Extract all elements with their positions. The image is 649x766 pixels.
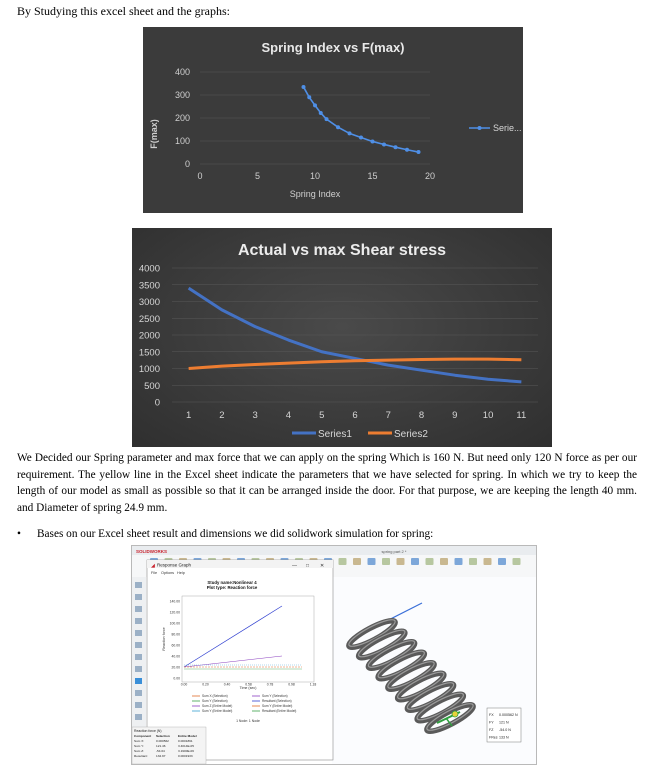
legend-label: Serie...: [493, 123, 522, 133]
sim-x-tick: 0.40: [223, 682, 231, 687]
x-tick-label: 8: [418, 410, 425, 421]
reaction-panel-title: Reaction force (N): [134, 729, 162, 733]
value-box-label: FY: [489, 720, 494, 725]
legend-label-series2: Series2: [394, 429, 428, 440]
sim-y-tick: 120.00: [169, 610, 180, 615]
reaction-cell: -54.04: [156, 749, 165, 753]
x-tick-label: 9: [452, 410, 458, 421]
x-tick-label: 1: [185, 410, 192, 421]
x-tick-label: 10: [309, 171, 321, 181]
shear-stress-chart-svg: [132, 228, 552, 447]
solidworks-window: [132, 546, 536, 764]
toolbar-icon[interactable]: [411, 558, 419, 565]
y-tick-label: 500: [144, 380, 160, 392]
toolbar-icon[interactable]: [455, 558, 463, 565]
menu-file[interactable]: File: [151, 571, 158, 575]
x-tick-label: 7: [385, 410, 391, 421]
reaction-force-panel: [132, 727, 206, 764]
panel-icon[interactable]: [135, 714, 142, 720]
data-point: [405, 148, 409, 152]
series-line-2: [189, 359, 522, 368]
reaction-header: Entire Model: [178, 734, 197, 738]
y-tick-label: 100: [174, 136, 190, 146]
node-label: 1 Node: 1 Node: [236, 719, 260, 723]
data-point: [302, 85, 306, 89]
value-box-value: 133 N: [499, 735, 509, 740]
x-tick-label: 3: [252, 410, 258, 421]
x-tick-label: 6: [352, 410, 358, 421]
y-axis-label: F(max): [149, 119, 159, 149]
sim-y-tick: 20.00: [171, 665, 180, 670]
window-title: spring part 2 *: [381, 549, 407, 554]
toolbar-icon[interactable]: [368, 558, 376, 565]
value-box-label: FZ: [489, 728, 494, 732]
panel-icon[interactable]: [135, 690, 142, 696]
reaction-cell: 0.0001933: [178, 754, 193, 758]
shear-stress-chart: [132, 228, 552, 447]
data-point: [394, 145, 398, 149]
toolbar-icon[interactable]: [513, 558, 521, 565]
reaction-cell: 3.4014E-05: [178, 744, 194, 748]
x-tick-label: 10: [482, 410, 494, 421]
sim-y-tick: 140.00: [169, 599, 180, 604]
sim-y-tick: 0.00: [173, 676, 180, 681]
toolbar-icon[interactable]: [382, 558, 390, 565]
sim-y-tick: 80.00: [171, 632, 180, 637]
study-name: Study name:Nonlinear 4: [207, 580, 257, 585]
legend: [292, 429, 428, 440]
data-point: [319, 111, 323, 115]
reaction-cell: Sum X:: [134, 739, 145, 743]
minimize-button[interactable]: —: [292, 563, 297, 569]
sim-x-tick: 0.20: [202, 682, 209, 687]
toolbar-icon[interactable]: [397, 558, 405, 565]
data-point: [382, 142, 386, 146]
legend-label-series1: Series1: [318, 429, 352, 440]
value-box-value: 121 N: [499, 720, 509, 725]
window-title-bar: [132, 546, 536, 555]
body-paragraph: We Decided our Spring parameter and max force that we can apply on the spring Which is 160 N. But need only 120 N force as per our requirement. The yellow line in the Excel sheet indicate the parameters that we have selected for spring. In which we try to keep the length of our model as small as possible so that it can be arranged inside the door. For that purpose, we are keeping the length 40 mm. and Diameter of spring 24.9 mm.: [17, 452, 637, 514]
sim-legend-label: Sum Y (Entire Model): [262, 704, 293, 709]
y-tick-label: 2000: [138, 330, 160, 342]
sim-x-tick: 0.98: [288, 682, 295, 687]
toolbar-icon[interactable]: [498, 558, 506, 565]
bullet-symbol: •: [17, 528, 21, 540]
sim-legend-label: Sum Z (Entire Model): [202, 704, 233, 709]
x-tick-label: 4: [285, 410, 292, 421]
sim-legend-label: Sum Y (Selection): [202, 699, 228, 704]
reaction-header: Selection: [156, 734, 170, 738]
y-tick-label: 400: [174, 67, 190, 77]
data-point: [417, 150, 421, 154]
dialog-title: Response Graph: [157, 562, 192, 568]
data-point: [325, 117, 329, 121]
reaction-cell: Resultant:: [134, 754, 148, 758]
y-tick-label: 0: [154, 397, 160, 409]
y-tick-label: 0: [184, 159, 190, 169]
value-box-label: FX: [489, 713, 494, 717]
toolbar-icon[interactable]: [440, 558, 448, 565]
bullet-text: Bases on our Excel sheet result and dimensions we did solidwork simulation for spring:: [37, 528, 434, 540]
panel-icon[interactable]: [135, 606, 142, 612]
sim-y-axis-label: Reaction force: [162, 627, 166, 651]
menu-options[interactable]: Options: [161, 571, 175, 575]
panel-icon[interactable]: [135, 630, 142, 636]
data-point: [348, 131, 352, 135]
spring-index-chart: [143, 27, 523, 213]
graph-icon: ◢: [151, 563, 155, 569]
data-point: [313, 103, 317, 107]
reaction-cell: 121.46: [156, 744, 166, 748]
y-tick-label: 1500: [138, 347, 160, 359]
y-tick-label: 1000: [138, 364, 160, 375]
toolbar-icon[interactable]: [426, 558, 434, 565]
sim-x-axis-label: Time (sec): [239, 686, 257, 690]
sim-legend-label: Sum Y (Entire Model): [202, 709, 233, 714]
sim-legend-label: Sum Y (Selection): [262, 694, 288, 699]
y-tick-label: 3500: [138, 280, 160, 292]
data-point: [359, 136, 363, 140]
x-tick-label: 2: [219, 410, 225, 421]
y-tick-label: 3000: [138, 297, 160, 308]
value-box-label: FRes: [489, 735, 498, 740]
panel-icon[interactable]: [135, 654, 142, 660]
panel-icon[interactable]: [135, 678, 142, 684]
toolbar-icon[interactable]: [353, 558, 361, 565]
y-tick-label: 200: [174, 113, 190, 123]
series-line: [304, 87, 419, 152]
sim-legend-label: Resultant (Selection): [262, 699, 292, 704]
chart-title: Spring Index vs F(max): [261, 40, 405, 55]
bullet-item: [17, 528, 433, 540]
sim-legend-label: Sum X (Selection): [202, 694, 228, 699]
x-tick-label: 5: [319, 410, 325, 421]
plot-type: Plot type: Reaction force: [206, 585, 258, 590]
sim-y-tick: 100.00: [169, 621, 180, 626]
sim-x-tick: 0.78: [266, 682, 274, 687]
panel-icon[interactable]: [135, 582, 142, 588]
intro-text: By Studying this excel sheet and the graphs:: [17, 4, 230, 18]
y-tick-label: 300: [174, 90, 190, 100]
toolbar-icon[interactable]: [469, 558, 477, 565]
sim-y-tick: 40.00: [171, 654, 180, 659]
menu-help[interactable]: Help: [177, 571, 185, 575]
panel-icon[interactable]: [135, 702, 142, 708]
data-point: [371, 139, 375, 143]
reaction-cell: 132.97: [156, 754, 166, 758]
reaction-cell: Sum Z:: [134, 749, 144, 753]
panel-icon[interactable]: [135, 666, 142, 672]
toolbar-icon[interactable]: [339, 558, 347, 565]
panel-icon[interactable]: [135, 594, 142, 600]
y-tick-label: 4000: [138, 263, 160, 275]
x-tick-label: 20: [424, 171, 436, 181]
sim-x-tick: 1.18: [309, 682, 317, 687]
legend: [469, 123, 522, 133]
sim-y-tick: 60.00: [171, 643, 180, 648]
maximize-button[interactable]: □: [306, 563, 310, 569]
close-button[interactable]: ✕: [320, 563, 325, 569]
chart-title: Actual vs max Shear stress: [237, 242, 447, 259]
app-logo: SOLIDWORKS: [136, 549, 167, 554]
panel-icon[interactable]: [135, 642, 142, 648]
reaction-cell: 3.1900E-06: [178, 749, 194, 753]
reaction-cell: 0.0001891: [178, 739, 193, 743]
reaction-cell: 0.000562: [156, 739, 169, 743]
reaction-cell: Sum Y:: [134, 744, 144, 748]
solidworks-screenshot: [131, 545, 537, 765]
reaction-header: Component: [134, 734, 152, 738]
panel-icon[interactable]: [135, 618, 142, 624]
x-axis-label: Spring Index: [289, 189, 341, 199]
y-tick-label: 2500: [138, 313, 160, 325]
value-box-value: 0.000562 N: [499, 713, 518, 717]
x-tick-label: 11: [516, 410, 527, 421]
toolbar-icon[interactable]: [484, 558, 492, 565]
value-box-value: -54.0 N: [499, 728, 511, 732]
sim-x-tick: 0.58: [245, 682, 252, 687]
data-point: [336, 125, 340, 129]
sim-x-tick: 0.00: [180, 682, 188, 687]
x-tick-label: 5: [254, 171, 261, 181]
data-point: [307, 95, 311, 99]
sim-legend-label: Resultant (Entire Model): [262, 709, 297, 714]
legend-marker: [478, 126, 482, 130]
spring-index-chart-svg: [143, 27, 523, 213]
x-tick-label: 0: [197, 171, 203, 181]
x-tick-label: 15: [367, 171, 378, 181]
